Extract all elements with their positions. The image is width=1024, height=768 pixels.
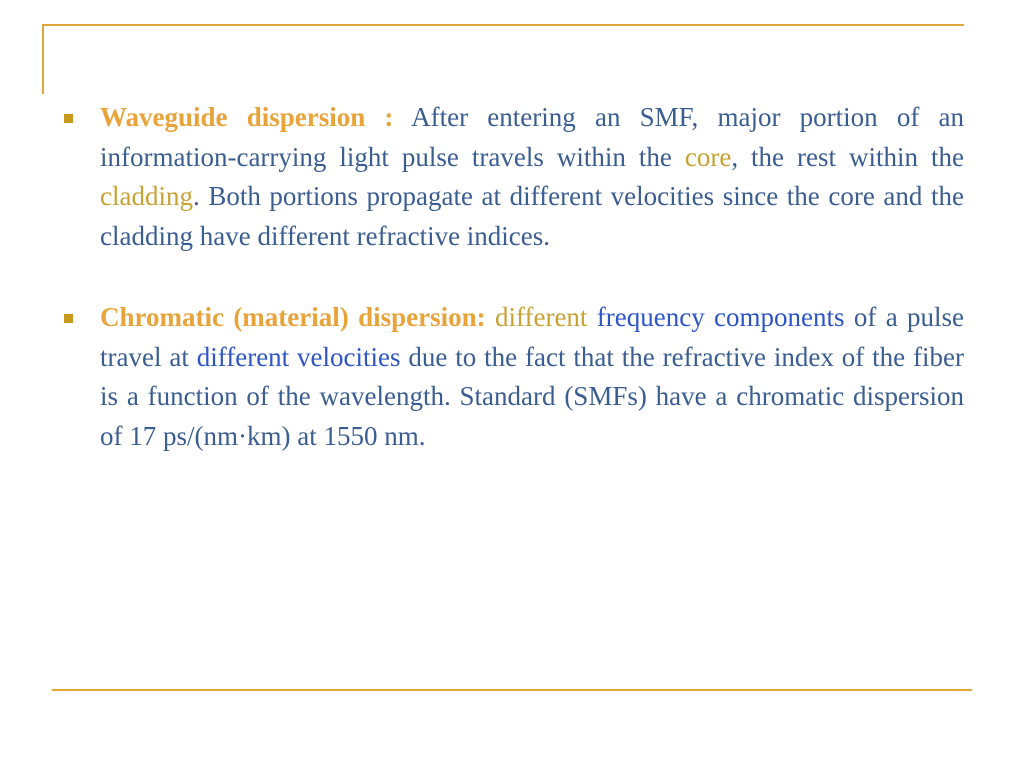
highlight-cladding: cladding <box>100 181 193 211</box>
square-bullet-icon <box>64 314 73 323</box>
bullet-text: . Both portions propagate at different velocities since the core and the cladding have different refractive indices. <box>100 181 964 251</box>
square-bullet-icon <box>64 114 73 123</box>
frame-top-line <box>42 24 964 26</box>
bullet-text: of a pulse travel at <box>100 302 965 372</box>
highlight-frequency-components: frequency components <box>596 302 845 332</box>
term-chromatic-dispersion: Chromatic (material) dispersion: <box>100 302 486 332</box>
highlight-different: different <box>494 302 588 332</box>
bullet-text: , the rest within the <box>731 141 964 172</box>
frame-left-line <box>42 24 44 94</box>
highlight-different-velocities: different velocities <box>196 341 401 372</box>
bullet-text: After entering an SMF, major portion of an information-carrying light pulse travels within the <box>100 102 964 172</box>
highlight-core: core <box>684 141 732 172</box>
bullet-text: due to the fact that the refractive index of the fiber is a function of the wavelength. Standard (SMFs) have a chromatic dispersion of 17 ps/(nm·km) at 1550 nm. <box>100 341 964 451</box>
bullet-text <box>587 302 596 332</box>
bullet-item-waveguide-dispersion <box>62 98 964 256</box>
bullet-text <box>486 302 495 332</box>
bullet-item-chromatic-dispersion <box>62 298 964 456</box>
slide-content <box>62 98 964 498</box>
frame-bottom-line <box>52 689 972 691</box>
term-waveguide-dispersion: Waveguide dispersion : <box>100 102 394 132</box>
